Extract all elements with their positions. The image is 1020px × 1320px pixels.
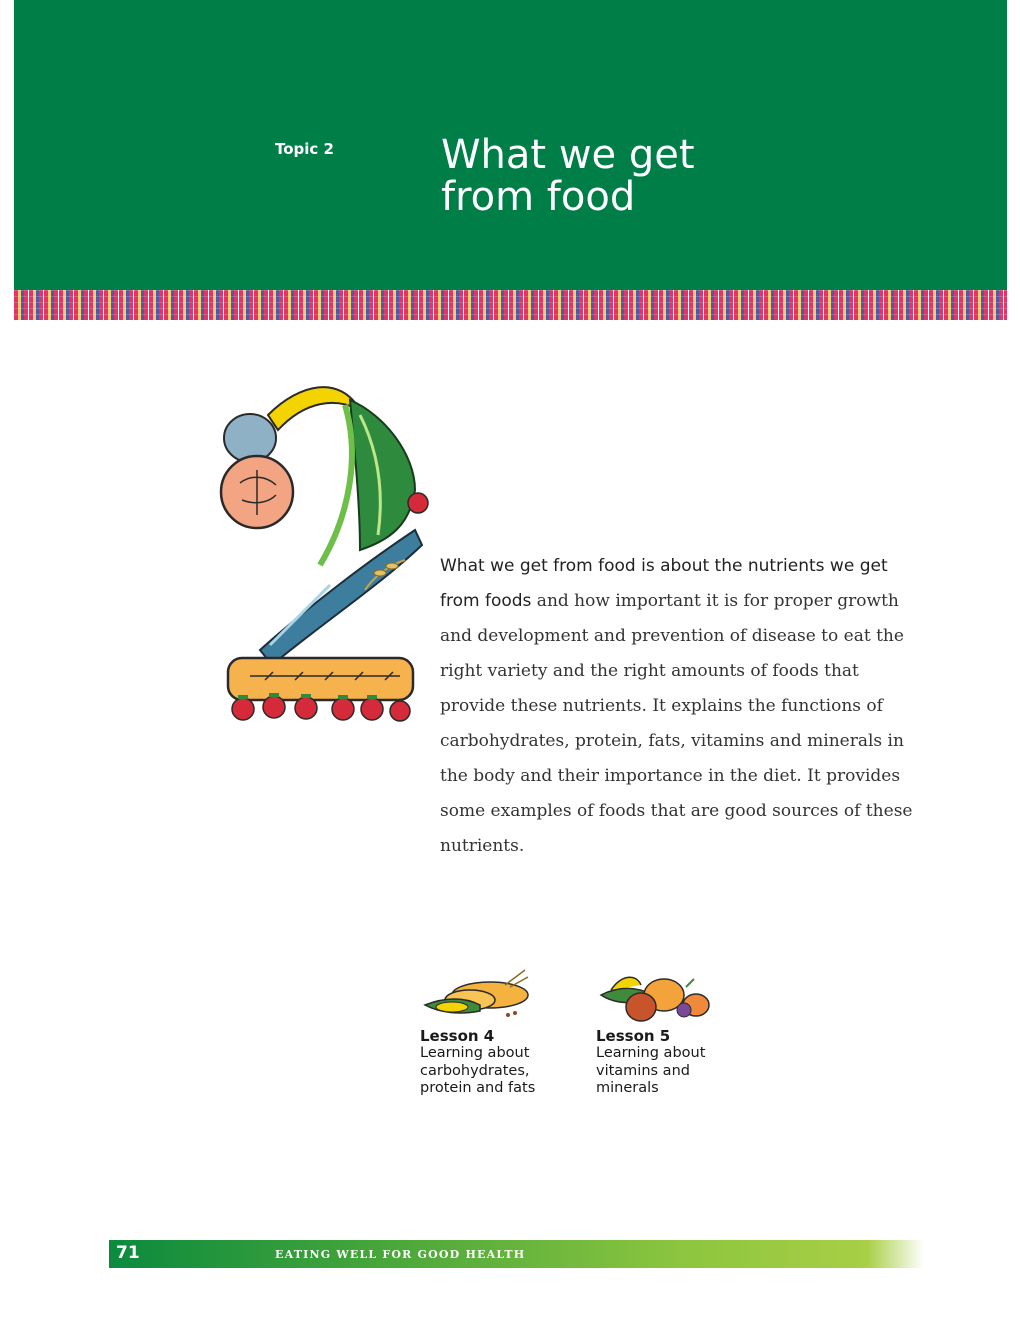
lesson-4-entry[interactable] (420, 965, 590, 1098)
page-title (441, 134, 861, 218)
title-line-2: from food (441, 174, 636, 220)
title-line-1: What we get (441, 132, 695, 178)
lesson-description: Learning about vitamins and minerals (596, 1045, 706, 1096)
grains-and-bread-icon (420, 965, 535, 1025)
page-footer (109, 1240, 924, 1268)
lesson-description: Learning about carbohydrates, protein and fats (420, 1045, 536, 1096)
decorative-stripe-border (14, 290, 1007, 320)
intro-body-text: and how important it is for proper growth and development and prevention of disease to eat the right variety and the right amounts of foods that provide these nutrients. It explains the functions of carbohydrates, protein, fats, vitamins and minerals in the body and their importance in the diet. It provides some examples of foods that are good sources of these nutrients. (440, 591, 913, 856)
topic-label: Topic 2 (275, 140, 334, 158)
page-number: 71 (116, 1243, 140, 1263)
lesson-number: Lesson 5 (596, 1027, 671, 1045)
food-numeral-two-illustration (210, 375, 445, 730)
book-title: EATING WELL FOR GOOD HEALTH (275, 1248, 526, 1261)
fruits-and-vegetables-icon (596, 965, 711, 1025)
intro-lead-text: What we get from food is about the nutrients we get from foods (440, 556, 888, 611)
lesson-5-entry[interactable] (596, 965, 766, 1098)
topic-introduction (440, 549, 920, 864)
topic-header-banner (14, 0, 1007, 292)
lesson-number: Lesson 4 (420, 1027, 495, 1045)
